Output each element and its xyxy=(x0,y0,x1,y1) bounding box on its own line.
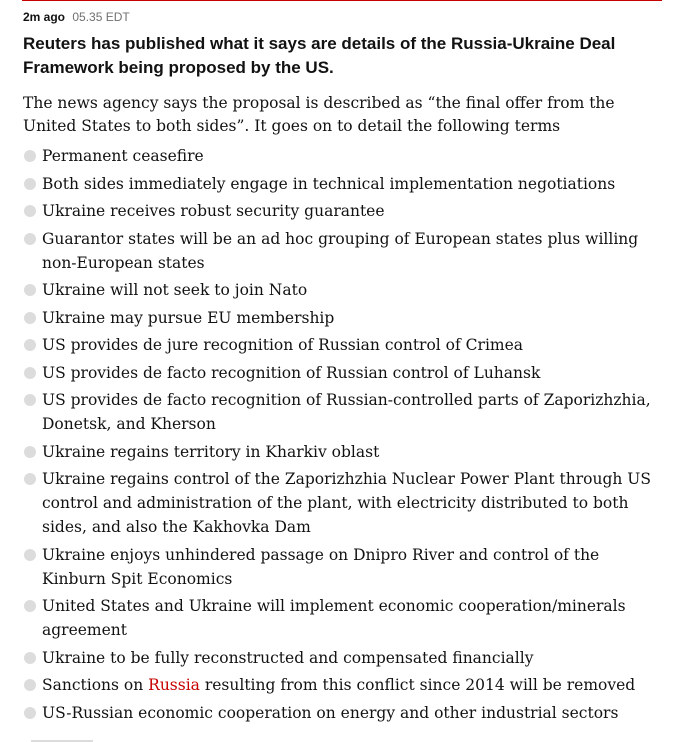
bullet-icon xyxy=(24,312,36,324)
bullet-icon xyxy=(24,367,36,379)
entry-timestamp xyxy=(23,10,653,26)
bullet-icon xyxy=(24,549,36,561)
russia-tag-link[interactable]: Russia xyxy=(148,676,200,694)
bullet-icon xyxy=(24,150,36,162)
bullet-icon xyxy=(24,178,36,190)
bullet-icon xyxy=(24,339,36,351)
list-item xyxy=(23,543,654,591)
bullet-icon xyxy=(24,284,36,296)
bullet-icon xyxy=(24,600,36,612)
term-text-before: Sanctions on xyxy=(42,676,149,694)
list-item xyxy=(23,361,654,385)
term-text: United States and Ukraine will implement economic cooperation/minerals agreement xyxy=(42,597,626,639)
bullet-icon xyxy=(24,707,36,719)
bullet-icon xyxy=(24,652,36,664)
term-text: Ukraine will not seek to join Nato xyxy=(42,281,308,299)
live-blog-entry xyxy=(23,10,653,728)
term-text: Permanent ceasefire xyxy=(42,147,204,165)
bullet-icon xyxy=(24,679,36,691)
term-text: US provides de jure recognition of Russian control of Crimea xyxy=(42,336,524,354)
term-text: Ukraine may pursue EU membership xyxy=(42,308,335,327)
term-text: US-Russian economic cooperation on energy and other industrial sectors xyxy=(42,703,619,722)
list-item xyxy=(23,701,654,725)
bullet-icon xyxy=(24,446,36,458)
bullet-icon xyxy=(24,205,36,217)
list-item xyxy=(23,172,654,196)
term-text: US provides de facto recognition of Russian-controlled parts of Zaporizhzhia, Donetsk, and Kherson xyxy=(42,391,651,433)
list-item xyxy=(23,467,654,539)
relative-time[interactable]: 2m ago xyxy=(23,10,66,24)
list-item xyxy=(23,144,654,168)
term-text: Ukraine receives robust security guarantee xyxy=(42,202,385,220)
list-item xyxy=(23,646,654,670)
term-text: Ukraine regains control of the Zaporizhzhia Nuclear Power Plant through US control and administration of the plant, with electricity distributed to both sides, and also the Kakhovka Dam xyxy=(42,470,651,536)
term-text-after: resulting from this conflict since 2014 will be removed xyxy=(199,676,636,694)
bullet-icon xyxy=(24,394,36,406)
bullet-icon xyxy=(24,473,36,485)
intro-paragraph: The news agency says the proposal is described as “the final offer from the United States to both sides”. It goes on to detail the following terms xyxy=(23,94,615,135)
top-rule xyxy=(22,0,662,1)
list-item xyxy=(23,278,654,302)
list-item xyxy=(23,440,654,464)
list-item xyxy=(23,227,654,275)
clock-time: 05.35 EDT xyxy=(72,10,130,24)
term-text: US provides de facto recognition of Russian control of Luhansk xyxy=(42,363,541,382)
list-item xyxy=(23,673,654,697)
term-text: Ukraine regains territory in Kharkiv oblast xyxy=(42,442,380,461)
bullet-icon xyxy=(24,233,36,245)
terms-list xyxy=(23,144,653,725)
list-item xyxy=(23,594,654,642)
list-item xyxy=(23,333,654,357)
term-text: Ukraine to be fully reconstructed and compensated financially xyxy=(42,648,534,667)
list-item xyxy=(23,388,654,436)
term-text: Ukraine enjoys unhindered passage on Dnipro River and control of the Kinburn Spit Economics xyxy=(42,545,600,588)
list-item xyxy=(23,199,654,223)
term-text: Guarantor states will be an ad hoc grouping of European states plus willing non-European states xyxy=(42,229,639,272)
entry-headline: Reuters has published what it says are details of the Russia-Ukraine Deal Framework being proposed by the US. xyxy=(23,34,616,77)
term-text: Both sides immediately engage in technical implementation negotiations xyxy=(42,174,616,193)
list-item xyxy=(23,306,654,330)
